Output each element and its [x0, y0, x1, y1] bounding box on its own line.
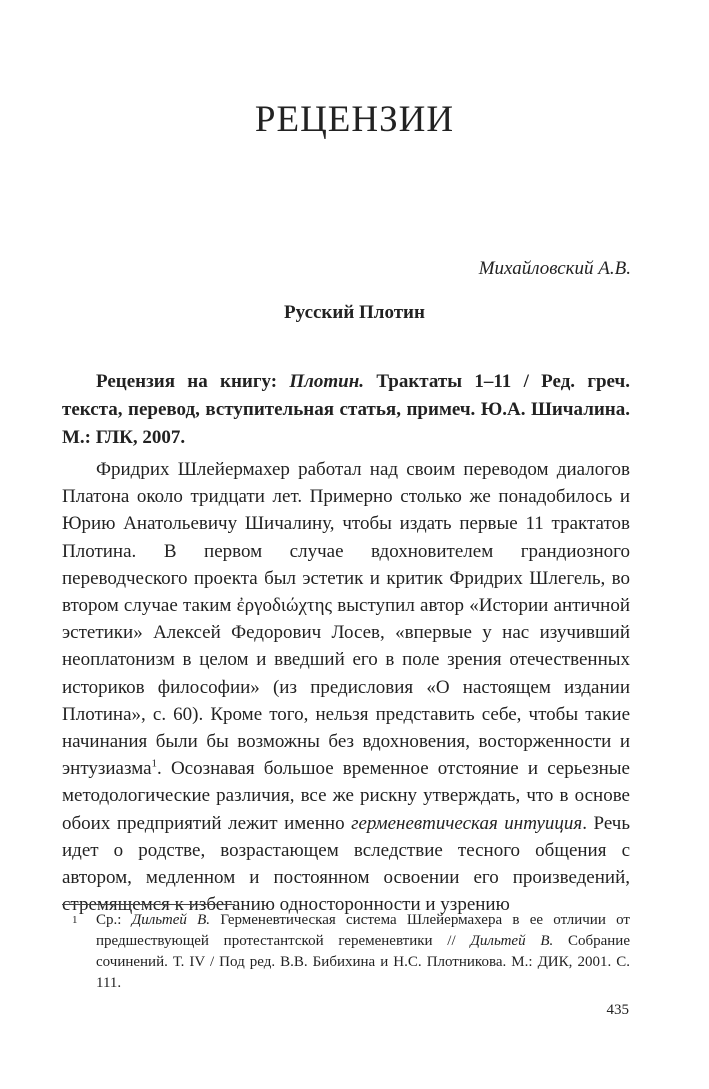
footnote-author-1: Дильтей В.	[131, 912, 211, 928]
reviewed-book-citation	[62, 368, 630, 452]
footnote-text-1: Герменевтическая система Шлейермахера в ее отличии от предшествующей протестантской геременевтики //	[96, 912, 630, 949]
section-title: РЕЦЕНЗИИ	[254, 99, 455, 140]
body-text-part-1: Фридрих Шлейермахер работал над своим переводом диалогов Платона около тридцати лет. Примерно столько же понадобилось и Юрию Анатольевичу Шичалину, чтобы издать первые 11 трактатов Плотина. В первом случае вдохновителем грандиозного переводческого проекта был эстетик и критик Фридрих Шлегель, во втором случае таким ἐργοδιώχτης выступил автор «Истории античной эстетики» Алексей Федорович Лосев, «впервые у нас изучивший неоплатонизм в целом и введший его в поле зрения отечественных историков философии» (из предисловия «О настоящем издании Плотина», с. 60). Кроме того, нельзя представить себе, чтобы такие начинания были бы возможны без вдохновения, восторженности и энтузиазма	[62, 459, 630, 780]
article-author: Михайловский А.В.	[478, 258, 631, 279]
body-paragraph	[62, 456, 630, 918]
footnote-reference[interactable]: 1	[151, 757, 158, 770]
footnote-text-2: Собрание сочинений. Т. IV / Под ред. В.В. Бибихина и Н.С. Плотникова. М.: ДИК, 2001. С. 111.	[96, 933, 630, 991]
page-number: 435	[606, 1002, 629, 1018]
body-text-part-2: . Осознавая большое временное отстояние и серьезные методологические различия, все же рискну утверждать, что в основе обоих предприятий лежит именно	[62, 758, 630, 834]
footnote-divider	[62, 904, 235, 905]
article-title: Русский Плотин	[284, 302, 425, 323]
footnote-number: 1	[72, 914, 78, 926]
book-details: Трактаты 1–11 / Ред. греч. текста, перевод, вступительная статья, примеч. Ю.А. Шичалина. М.: ГЛК, 2007.	[62, 371, 630, 448]
footnote	[72, 910, 630, 994]
book-author: Плотин.	[289, 371, 365, 392]
body-emphasis: герменевтическая интуиция	[351, 812, 583, 834]
review-prefix: Рецензия на книгу:	[96, 371, 290, 392]
body-text-part-3: . Речь идет о родстве, возрастающем вследствие тесного общения с автором, медленном и постоянном освоении его произведений, стремящемся к избеганию односторонности и узрению	[62, 812, 631, 916]
footnote-prefix: Ср.:	[96, 912, 132, 928]
footnote-author-2: Дильтей В.	[470, 933, 554, 949]
